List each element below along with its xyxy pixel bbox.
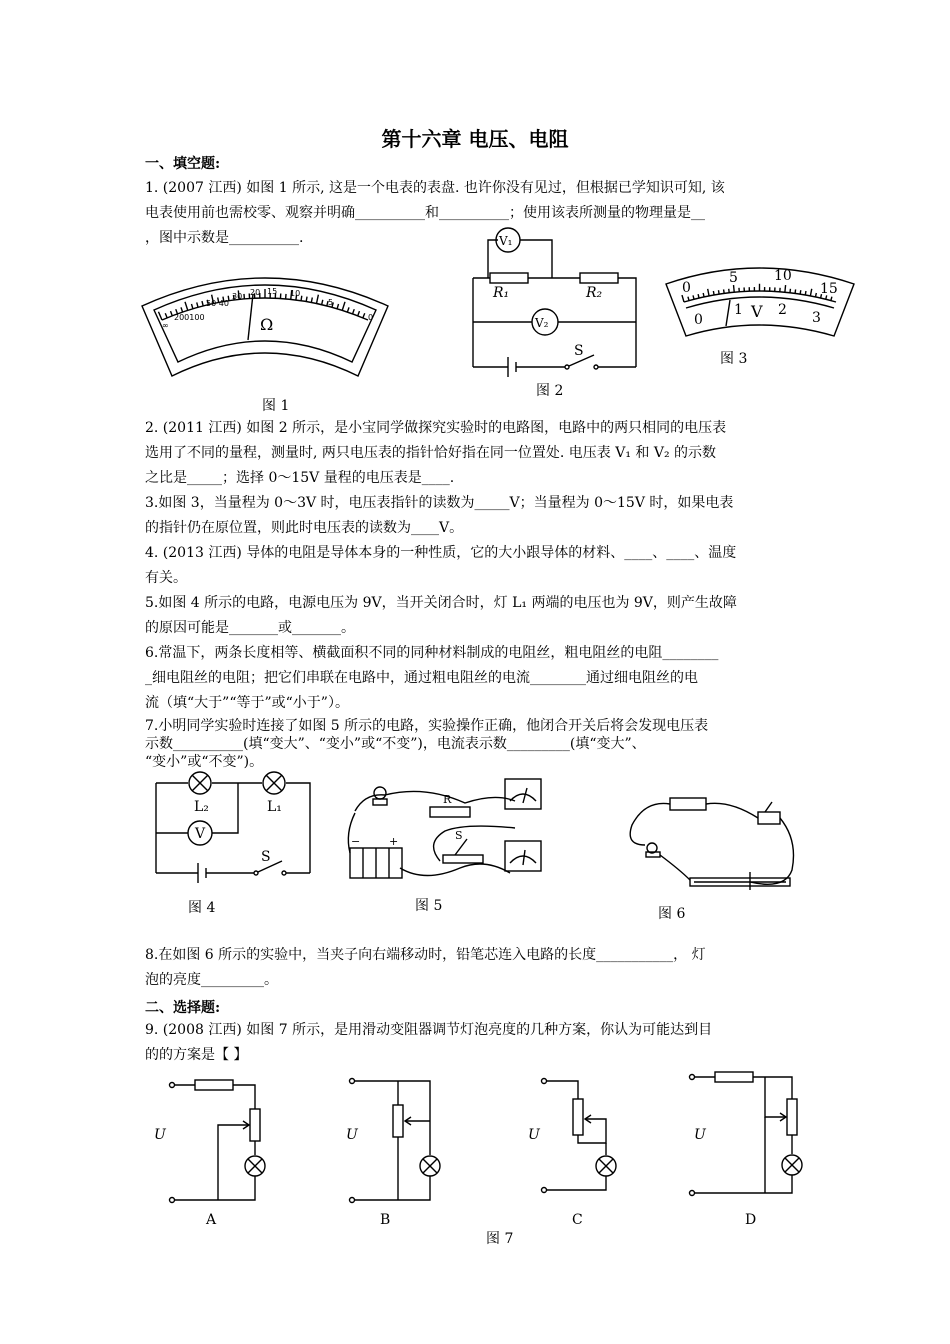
q6-line-1: 6.常温下，两条长度相等、横截面积不同的同种材料制成的电阻丝，粗电阻丝的电阻________ xyxy=(145,645,719,661)
ohm-scale-label: 30 xyxy=(232,292,243,301)
q1-line-1: 1. (2007 江西) 如图 1 所示, 这是一个电表的表盘. 也许你没有见过，但根据已学知识可知, 该 xyxy=(145,180,725,196)
figure-7-option-a xyxy=(150,1075,270,1215)
ohm-scale-label: 5 xyxy=(328,298,334,307)
dial-tick xyxy=(831,297,832,301)
q1-line-3: ，图中示数是__________. xyxy=(145,230,304,246)
svg-text:V₁: V₁ xyxy=(499,234,513,248)
rheostat xyxy=(573,1099,583,1135)
option-d-label: D xyxy=(745,1212,757,1228)
dial-tick xyxy=(301,296,302,301)
v-upper-label: 10 xyxy=(774,268,792,284)
rheostat xyxy=(393,1105,403,1137)
svg-text:+: + xyxy=(389,835,399,848)
ohm-scale-label: 0 xyxy=(368,313,374,322)
lamp-icon xyxy=(374,787,386,799)
figure-1-caption: 图 1 xyxy=(262,398,290,414)
page-title: 第十六章 电压、电阻 xyxy=(381,127,569,151)
q4-line-1: 4. (2013 江西) 导体的电阻是导体本身的一种性质，它的大小跟导体的材料、____、____、温度 xyxy=(145,545,737,561)
section-multiple-choice: 二、选择题: xyxy=(145,1000,221,1016)
rheostat xyxy=(787,1099,797,1135)
dial-tick xyxy=(171,311,173,316)
svg-text:L₁: L₁ xyxy=(267,799,282,815)
figure-4-caption: 图 4 xyxy=(188,900,216,916)
dial-tick xyxy=(688,297,689,301)
v-lower-label: 0 xyxy=(694,312,703,328)
ohm-scale-label: 200100 xyxy=(174,313,205,322)
switch-icon xyxy=(443,855,483,863)
figure-6-apparatus xyxy=(620,790,800,900)
q5-line-1: 5.如图 4 所示的电路，电源电压为 9V，当开关闭合时，灯 L₁ 两端的电压也为 9V，则产生故障 xyxy=(145,595,737,611)
svg-text:V₂: V₂ xyxy=(535,316,549,330)
dial-tick xyxy=(347,307,349,312)
dial-tick xyxy=(202,301,203,306)
dial-tick xyxy=(306,297,307,302)
fixed-resistor xyxy=(715,1072,753,1082)
resistor-r1 xyxy=(490,273,528,283)
svg-text:R₂: R₂ xyxy=(586,285,603,301)
ohm-scale-label: 20 xyxy=(250,288,261,297)
v-lower-label: 3 xyxy=(812,310,821,326)
svg-text:R₁: R₁ xyxy=(493,285,510,301)
svg-text:U: U xyxy=(694,1127,706,1143)
figure-5-apparatus xyxy=(345,773,550,888)
figure-7-option-b xyxy=(340,1075,460,1215)
q7-line-3: “变小”或“不变”)。 xyxy=(145,754,264,770)
meter-needle xyxy=(726,300,730,326)
option-a-label: A xyxy=(206,1212,217,1228)
figure-2-caption: 图 2 xyxy=(536,383,564,399)
dial-tick xyxy=(810,289,811,296)
q2-line-3: 之比是_____；选择 0～15V 量程的电压表是____. xyxy=(145,470,455,486)
figure-7-caption: 图 7 xyxy=(486,1231,514,1247)
fixed-resistor xyxy=(195,1080,233,1090)
q2-line-2: 选用了不同的量程，测量时, 两只电压表的指针恰好指在同一位置处. 电压表 V₁ 和 V₂ 的示数 xyxy=(145,445,717,461)
svg-text:U: U xyxy=(154,1127,166,1143)
q8-line-1: 8.在如图 6 所示的实验中，当夹子向右端移动时，铅笔芯连入电路的长度___________， 灯 xyxy=(145,947,706,963)
dial-tick xyxy=(358,311,360,316)
svg-text:−: − xyxy=(351,835,361,848)
q7-line-2: 示数__________(填“变大”、“变小”或“不变”)，电流表示数_________(填“变大”、 xyxy=(145,736,646,752)
dial-tick xyxy=(185,302,188,311)
dial-tick xyxy=(800,290,801,294)
dial-tick xyxy=(724,289,725,293)
dial-tick xyxy=(311,298,312,303)
q2-line-1: 2. (2011 江西) 如图 2 所示，是小宝同学做探究实验时的电路图，电路中的两只相同的电压表 xyxy=(145,420,727,436)
battery-icon xyxy=(670,798,706,810)
svg-text:L₂: L₂ xyxy=(194,799,209,815)
dial-tick xyxy=(805,291,806,295)
dial-tick xyxy=(342,302,345,311)
figure-1-ohmmeter xyxy=(140,258,390,383)
q6-line-3: 流（填“大于”“等于”或“小于”）。 xyxy=(145,695,349,711)
v-upper-label: 15 xyxy=(820,281,838,297)
figure-3-caption: 图 3 xyxy=(720,351,748,367)
svg-text:S: S xyxy=(455,829,463,842)
svg-text:U: U xyxy=(346,1127,358,1143)
dial-tick xyxy=(713,291,714,295)
v-lower-label: 2 xyxy=(778,302,787,318)
v-upper-label: 5 xyxy=(729,270,738,286)
dial-tick xyxy=(181,307,183,312)
dial-tick xyxy=(353,309,355,314)
figure-2-circuit xyxy=(470,222,645,377)
dial-tick xyxy=(165,313,167,318)
figure-6-caption: 图 6 xyxy=(658,906,686,922)
dial-tick xyxy=(795,289,796,293)
ohm-scale-label: 15 xyxy=(267,287,278,296)
option-b-label: B xyxy=(380,1212,391,1228)
dial-tick xyxy=(703,293,704,297)
svg-text:V: V xyxy=(195,826,206,842)
meter-needle xyxy=(248,294,253,340)
dial-tick xyxy=(693,295,694,299)
q6-line-2: _细电阻丝的电阻；把它们串联在电路中，通过粗电阻丝的电流________通过细电阻丝的电 xyxy=(145,670,698,686)
v-upper-label: 0 xyxy=(682,280,691,296)
figure-5-caption: 图 5 xyxy=(415,898,443,914)
figure-7-option-d xyxy=(680,1075,810,1215)
q8-line-2: 泡的亮度_________。 xyxy=(145,972,278,988)
q4-line-2: 有关。 xyxy=(145,570,187,586)
dial-tick xyxy=(322,300,323,305)
figure-3-voltmeter xyxy=(664,262,864,342)
svg-text:R: R xyxy=(443,793,452,806)
dial-tick xyxy=(816,293,817,297)
dial-tick xyxy=(191,304,192,309)
option-c-label: C xyxy=(572,1212,583,1228)
svg-text:S: S xyxy=(261,849,271,865)
section-fill-blank: 一、填空题: xyxy=(145,156,221,172)
dial-tick xyxy=(734,285,735,292)
dial-tick xyxy=(363,313,365,318)
dial-tick xyxy=(698,294,699,298)
q3-line-1: 3.如图 3，当量程为 0～3V 时，电压表指针的读数为_____V；当量程为 0～15V 时，如果电表 xyxy=(145,495,734,511)
volt-unit: V xyxy=(751,302,763,321)
rheostat xyxy=(250,1109,260,1141)
ohm-scale-label: ∞ xyxy=(162,321,169,330)
ohm-scale-label: 50 40 xyxy=(206,299,229,308)
figure-7-option-c xyxy=(520,1075,640,1215)
figure-4-circuit xyxy=(150,773,315,888)
dial-tick xyxy=(708,289,709,296)
dial-tick xyxy=(682,295,684,302)
q5-line-2: 的原因可能是_______或_______。 xyxy=(145,620,355,636)
svg-text:S: S xyxy=(574,343,584,359)
dial-tick xyxy=(337,304,338,309)
resistor-r xyxy=(430,807,470,817)
resistor-r2 xyxy=(580,273,618,283)
ohm-unit: Ω xyxy=(260,315,274,334)
q7-line-1: 7.小明同学实验时连接了如图 5 所示的电路，实验操作正确，他闭合开关后将会发现电压表 xyxy=(145,718,709,734)
q3-line-2: 的指针仍在原位置，则此时电压表的读数为____V。 xyxy=(145,520,464,536)
dial-tick xyxy=(718,290,719,294)
switch-icon xyxy=(758,812,780,824)
dial-tick xyxy=(158,312,162,320)
dial-tick xyxy=(785,285,786,292)
svg-text:U: U xyxy=(528,1127,540,1143)
v-lower-label: 1 xyxy=(734,302,743,318)
dial-tick xyxy=(317,295,319,304)
dial-tick xyxy=(197,302,198,307)
q9-line-2: 的的方案是【 】 xyxy=(145,1047,248,1063)
q1-line-2: 电表使用前也需校零、观察并明确__________和__________；使用该表所测量的物理量是__ xyxy=(145,205,705,221)
ohm-scale-label: 10 xyxy=(290,289,301,298)
q9-line-1: 9. (2008 江西) 如图 7 所示，是用滑动变阻器调节灯泡亮度的几种方案，你认为可能达到目 xyxy=(145,1022,713,1038)
